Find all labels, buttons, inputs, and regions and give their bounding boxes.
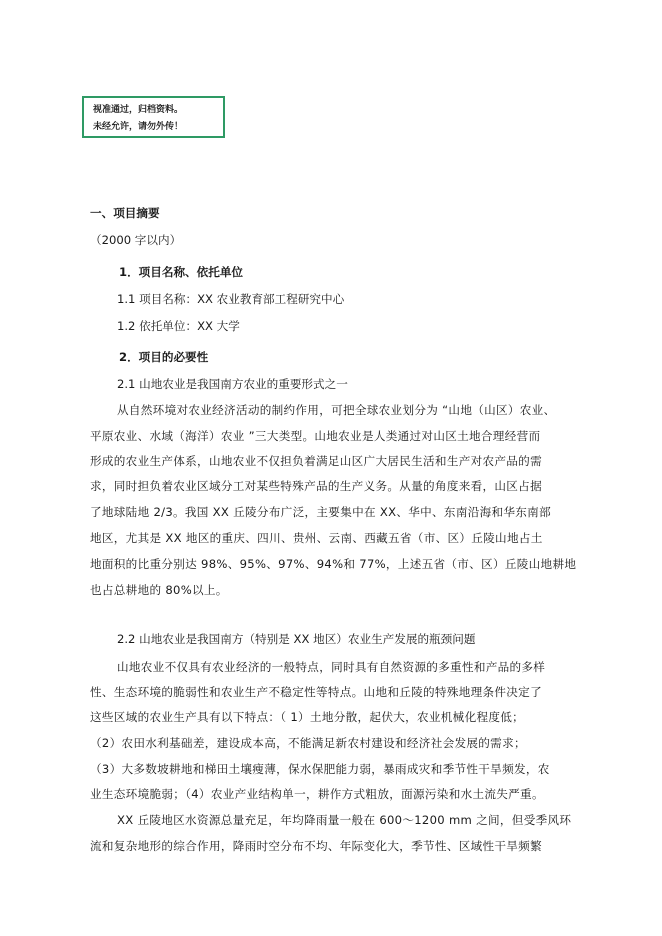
- project-name: 1.1 项目名称：XX 农业教育部工程研究中心: [117, 292, 345, 306]
- paragraph-line: XX 丘陵地区水资源总量充足，年均降雨量一般在 600～1200 mm 之间，但受季风环: [117, 813, 572, 827]
- paragraph-line: 了地球陆地 2/3。我国 XX 丘陵分布广泛，主要集中在 XX、华中、东南沿海和华东南部: [90, 505, 551, 519]
- paragraph-line: 地区，尤其是 XX 地区的重庆、四川、贵州、云南、西藏五省（市、区）丘陵山地占土: [90, 531, 543, 545]
- subsection-heading-name: 1．项目名称、依托单位: [119, 265, 244, 279]
- paragraph-line: 求，同时担负着农业区域分工对某些特殊产品的生产义务。从量的角度来看，山区占据: [90, 479, 542, 493]
- paragraph-title-2-1: 2.1 山地农业是我国南方农业的重要形式之一: [117, 377, 348, 391]
- paragraph-line: 这些区域的农业生产具有以下特点：（ 1）土地分散，起伏大，农业机械化程度低；: [90, 710, 525, 724]
- host-unit: 1.2 依托单位：XX 大学: [117, 319, 240, 333]
- paragraph-line: 地面积的比重分别达 98%、95%、97%、94%和 77%，上述五省（市、区）丘陵山地耕地: [90, 557, 577, 571]
- section-heading: 一、项目摘要: [90, 206, 160, 220]
- paragraph-line: 形成的农业生产体系，山地农业不仅担负着满足山区广大居民生活和生产对农产品的需: [90, 454, 542, 468]
- paragraph-line: （2）农田水利基础差，建设成本高，不能满足新农村建设和经济社会发展的需求；: [90, 736, 526, 750]
- paragraph-line: 平原农业、水域（海洋）农业 ”三大类型。山地农业是人类通过对山区土地合理经营而: [90, 429, 541, 443]
- paragraph-line: 从自然环境对农业经济活动的制约作用，可把全球农业划分为 “山地（山区）农业、: [117, 403, 556, 417]
- word-limit-note: （2000 字以内）: [90, 233, 182, 247]
- paragraph-line: 性、生态环境的脆弱性和农业生产不稳定性等特点。山地和丘陵的特殊地理条件决定了: [90, 685, 542, 699]
- paragraph-line: （3）大多数坡耕地和梯田土壤瘦薄，保水保肥能力弱，暴雨成灾和季节性干旱频发，农: [90, 762, 550, 776]
- paragraph-line: 业生态环境脆弱；（4）农业产业结构单一，耕作方式粗放，面源污染和水土流失严重。: [90, 787, 544, 801]
- notice-stamp: [82, 96, 225, 138]
- notice-line-2: 未经允许，请勿外传！: [93, 122, 184, 132]
- paragraph-line: 也占总耕地的 80%以上。: [90, 583, 228, 597]
- paragraph-line: 山地农业不仅具有农业经济的一般特点，同时具有自然资源的多重性和产品的多样: [117, 660, 546, 674]
- paragraph-title-2-2: 2.2 山地农业是我国南方（特别是 XX 地区）农业生产发展的瓶颈问题: [117, 632, 476, 646]
- subsection-heading-necessity: 2．项目的必要性: [119, 350, 209, 364]
- notice-line-1: 视准通过，归档资料。: [93, 105, 184, 115]
- paragraph-line: 流和复杂地形的综合作用，降雨时空分布不均、年际变化大，季节性、区域性干旱频繁: [90, 839, 542, 853]
